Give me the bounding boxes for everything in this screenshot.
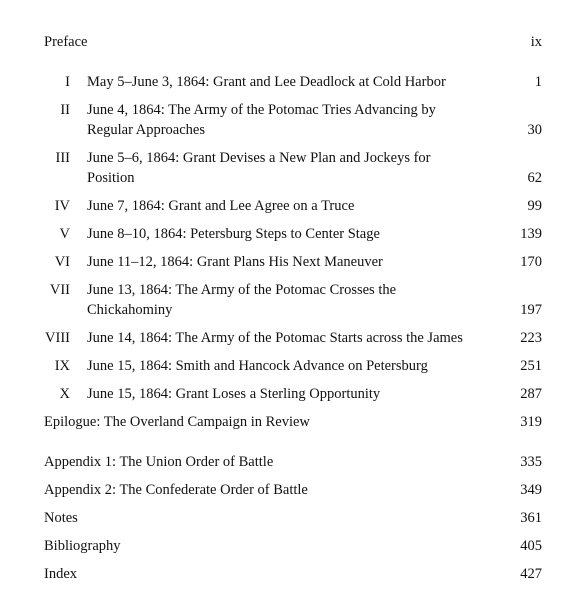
- chapter-title-continued: Chickahominy: [87, 302, 173, 318]
- toc-appendix-1-page: 335: [520, 454, 542, 470]
- chapter-title-continued: Regular Approaches: [87, 122, 205, 138]
- toc-epilogue-title: Epilogue: The Overland Campaign in Review: [44, 414, 310, 430]
- chapter-number: VII: [49, 282, 70, 298]
- chapter-title: June 11–12, 1864: Grant Plans His Next Maneuver: [87, 254, 383, 270]
- chapter-number: IV: [54, 198, 70, 214]
- toc-notes-title: Notes: [44, 510, 78, 526]
- toc-preface-title: Preface: [44, 34, 88, 50]
- chapter-page: 1: [534, 74, 542, 90]
- chapter-title: June 15, 1864: Smith and Hancock Advance on Petersburg: [87, 358, 428, 374]
- toc-index-title: Index: [44, 566, 78, 582]
- chapter-title: June 8–10, 1864: Petersburg Steps to Center Stage: [87, 226, 380, 242]
- toc-appendix-1-title: Appendix 1: The Union Order of Battle: [44, 454, 274, 470]
- chapter-number: I: [65, 74, 70, 90]
- chapter-number: II: [60, 102, 70, 118]
- chapter-page: 30: [527, 122, 542, 138]
- toc-appendix-2-title: Appendix 2: The Confederate Order of Battle: [44, 482, 308, 498]
- chapter-title: May 5–June 3, 1864: Grant and Lee Deadlock at Cold Harbor: [87, 74, 446, 90]
- toc-epilogue-page: 319: [520, 414, 542, 430]
- toc-index-page: 427: [520, 566, 542, 582]
- chapter-page: 62: [527, 170, 542, 186]
- toc-preface-page: ix: [530, 34, 542, 50]
- chapter-number: X: [59, 386, 70, 402]
- chapter-title: June 13, 1864: The Army of the Potomac Crosses the: [87, 282, 397, 298]
- toc-appendix-2-page: 349: [520, 482, 542, 498]
- chapter-page: 287: [520, 386, 542, 402]
- chapter-number: III: [55, 150, 70, 166]
- chapter-title-continued: Position: [87, 170, 135, 186]
- toc-notes-page: 361: [520, 510, 542, 526]
- chapter-page: 223: [520, 330, 542, 346]
- chapter-number: V: [59, 226, 70, 242]
- chapter-page: 139: [520, 226, 542, 242]
- chapter-title: June 15, 1864: Grant Loses a Sterling Opportunity: [87, 386, 381, 402]
- chapter-title: June 5–6, 1864: Grant Devises a New Plan and Jockeys for: [87, 150, 431, 166]
- chapter-number: VIII: [45, 330, 70, 346]
- chapter-page: 170: [520, 254, 542, 270]
- chapter-title: June 4, 1864: The Army of the Potomac Tries Advancing by: [87, 102, 436, 118]
- chapter-page: 251: [520, 358, 542, 374]
- chapter-title: June 7, 1864: Grant and Lee Agree on a Truce: [87, 198, 355, 214]
- chapter-number: VI: [54, 254, 70, 270]
- chapter-number: IX: [54, 358, 70, 374]
- chapter-page: 99: [527, 198, 542, 214]
- toc-bibliography-title: Bibliography: [44, 538, 121, 554]
- chapter-page: 197: [520, 302, 542, 318]
- chapter-title: June 14, 1864: The Army of the Potomac Starts across the James: [87, 330, 463, 346]
- toc-bibliography-page: 405: [520, 538, 542, 554]
